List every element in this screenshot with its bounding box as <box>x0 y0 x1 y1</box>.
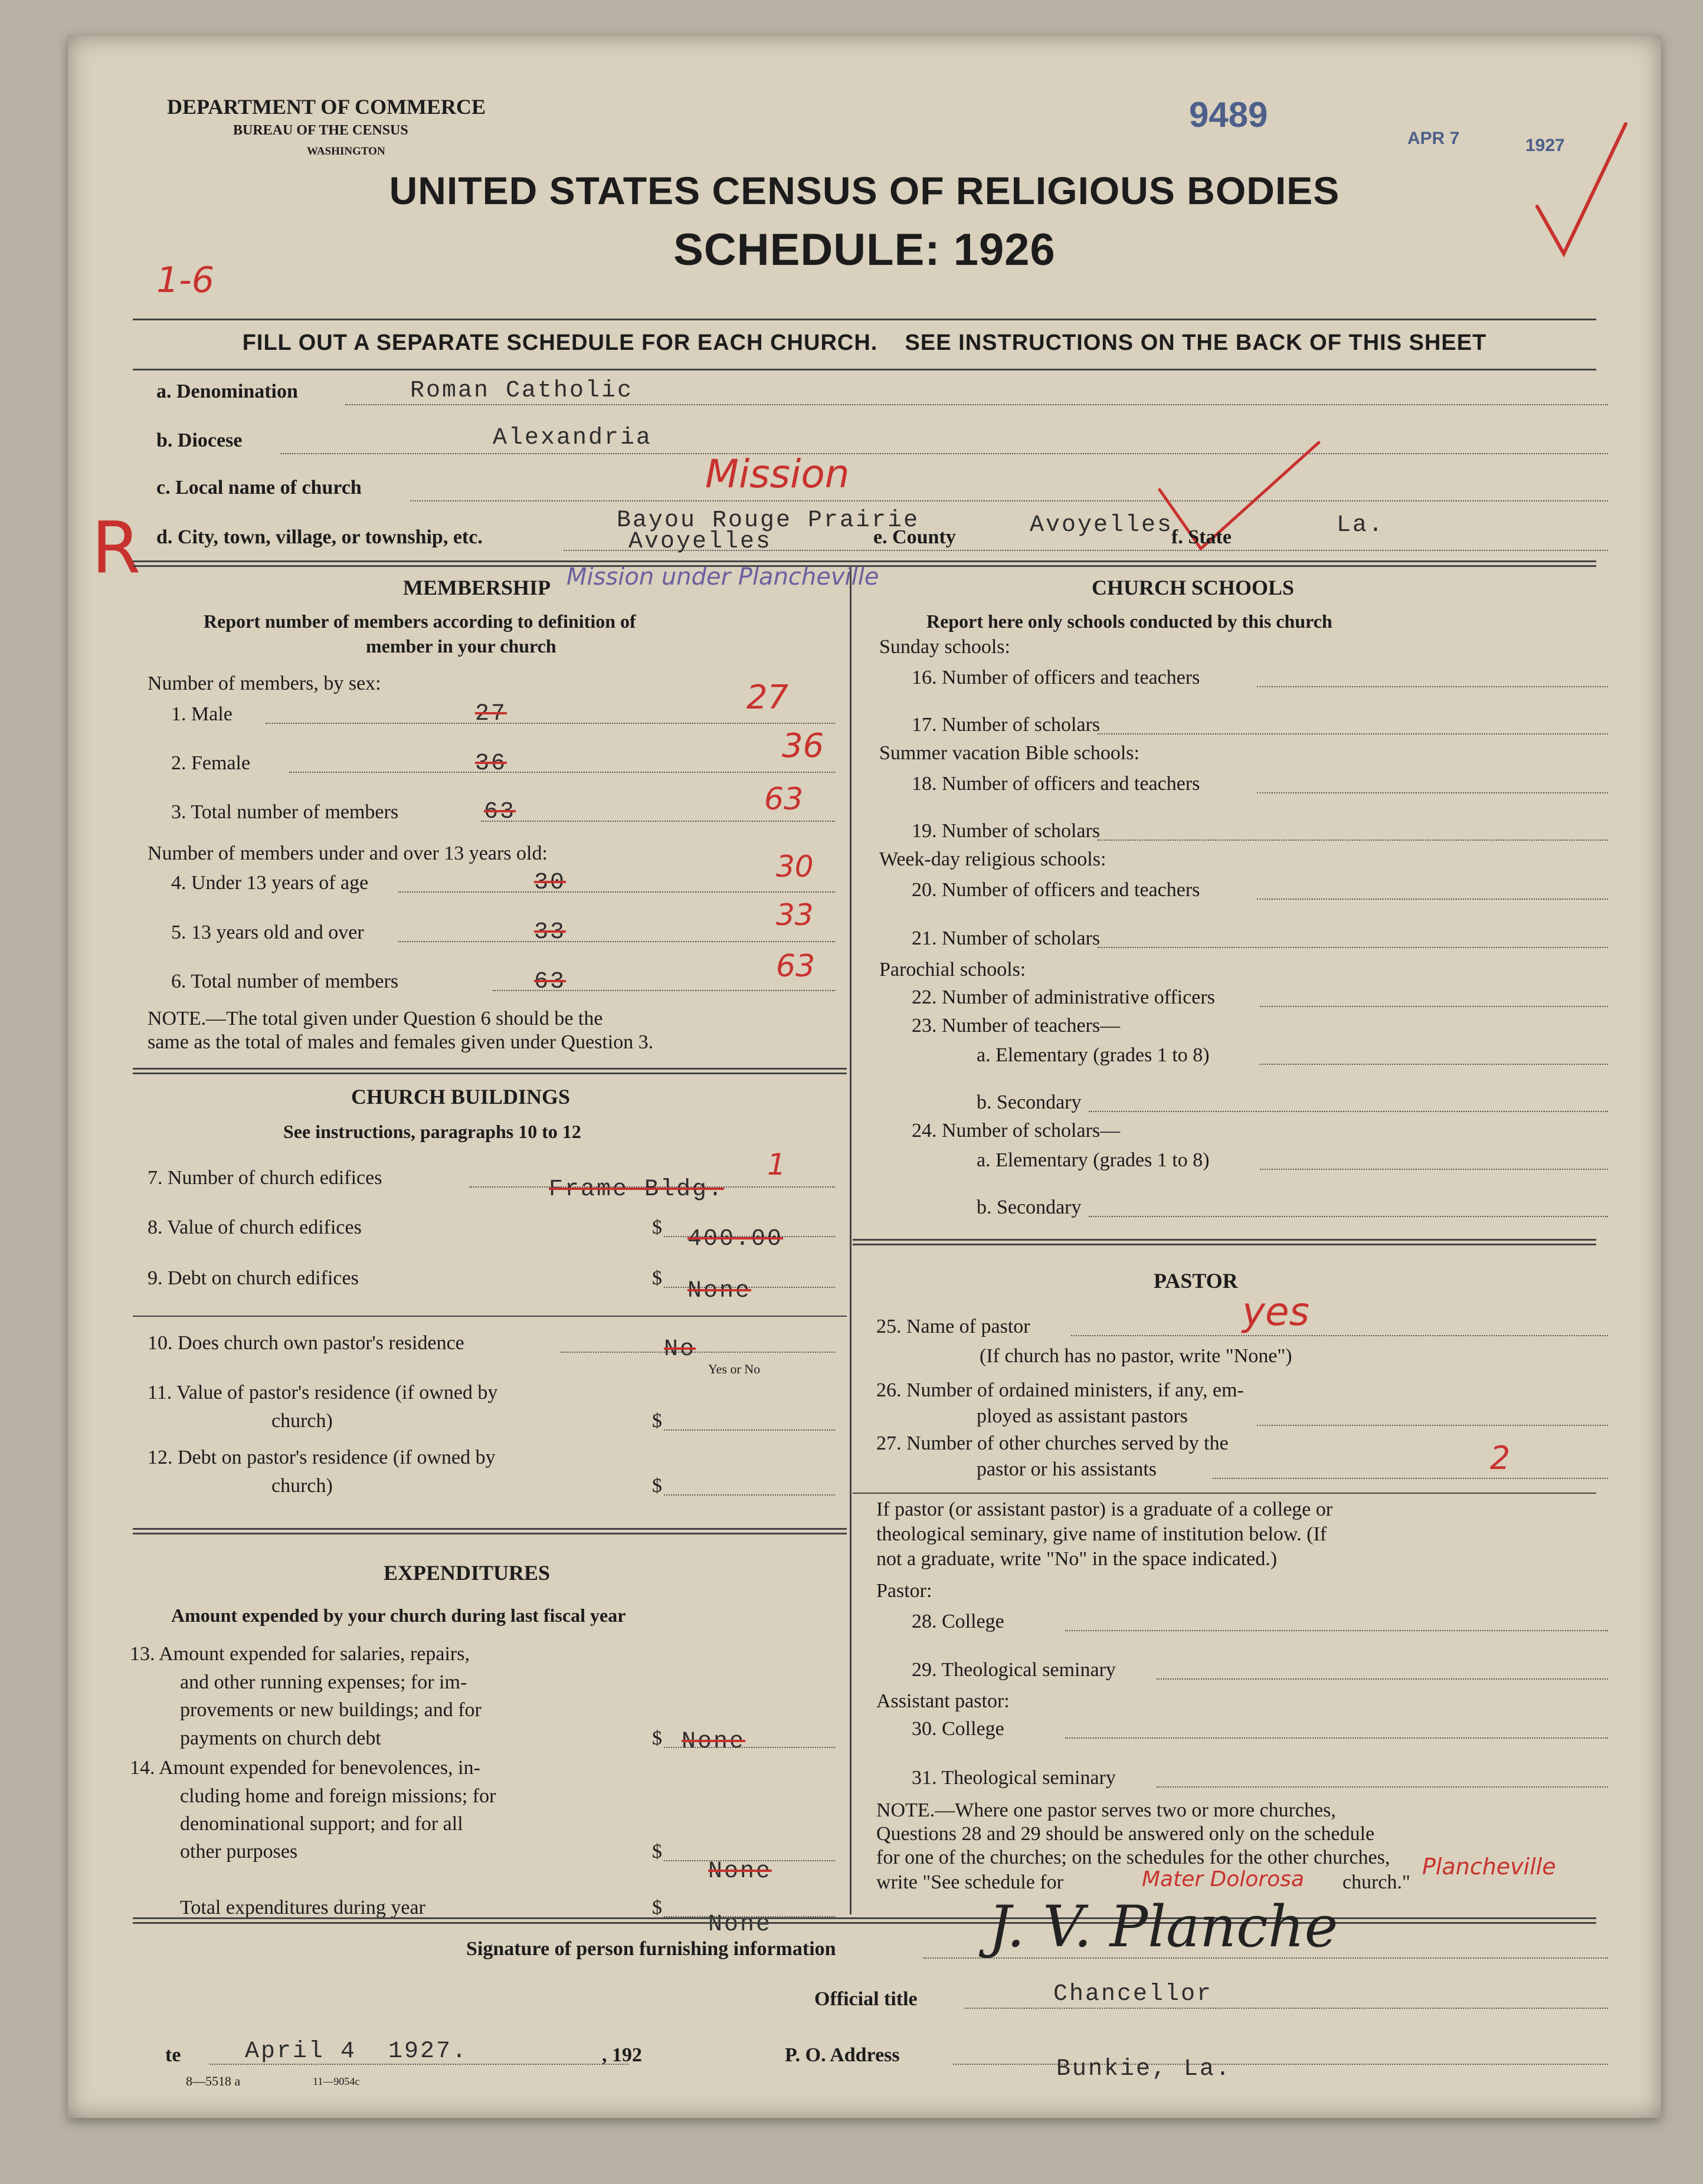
city-label: d. City, town, village, or township, etc. <box>156 526 483 548</box>
bureau-city: WASHINGTON <box>307 145 385 158</box>
assistant-pastor-subheading: Assistant pastor: <box>876 1690 1010 1712</box>
census-schedule-sheet <box>68 35 1661 2118</box>
signature-value[interactable]: J. V. Planche <box>988 1894 1338 1960</box>
q11-label-cont: church) <box>271 1410 333 1432</box>
po-address-label: P. O. Address <box>785 2044 900 2066</box>
pastor-heading: PASTOR <box>1154 1269 1238 1293</box>
fill-line <box>953 2064 1608 2065</box>
q5-typed-value[interactable]: 33 <box>534 919 566 946</box>
fill-line <box>1065 1737 1608 1739</box>
q6-handwritten-value[interactable]: 63 <box>776 949 816 984</box>
membership-heading: MEMBERSHIP <box>403 576 551 599</box>
dollar-sign: $ <box>652 1727 662 1749</box>
q30-label: 30. College <box>912 1718 1004 1740</box>
weekday-subheading: Week-day religious schools: <box>879 848 1106 870</box>
q13-label: 13. Amount expended for salaries, repairs, <box>130 1643 470 1665</box>
parochial-subheading: Parochial schools: <box>879 959 1026 980</box>
q5-label: 5. 13 years old and over <box>171 922 364 943</box>
city-value-secondary[interactable]: Avoyelles <box>628 529 772 555</box>
stamp-date: APR 7 <box>1407 129 1460 148</box>
date-value[interactable]: April 4 1927. <box>245 2038 469 2065</box>
fill-line <box>266 723 835 724</box>
q3-typed-value[interactable]: 63 <box>484 799 516 825</box>
q2-handwritten-value[interactable]: 36 <box>782 727 824 765</box>
po-address-value[interactable]: Bunkie, La. <box>1056 2056 1232 2083</box>
age-subheading: Number of members under and over 13 years old: <box>148 842 548 864</box>
date-label: te <box>165 2044 181 2066</box>
q27-label-cont: pastor or his assistants <box>977 1458 1157 1480</box>
q4-label: 4. Under 13 years of age <box>171 872 369 894</box>
divider <box>133 1917 1596 1919</box>
q13-label-cont: payments on church debt <box>180 1727 381 1749</box>
diocese-label: b. Diocese <box>156 429 243 451</box>
dollar-sign: $ <box>652 1216 662 1238</box>
divider <box>133 369 1596 370</box>
q16-label: 16. Number of officers and teachers <box>912 667 1200 688</box>
q9-typed-value[interactable]: None <box>687 1278 752 1304</box>
q7-label: 7. Number of church edifices <box>148 1167 382 1189</box>
divider <box>133 319 1596 320</box>
q14-label-cont: cluding home and foreign missions; for <box>180 1785 496 1807</box>
q13-label-cont: and other running expenses; for im- <box>180 1671 467 1693</box>
q4-handwritten-value[interactable]: 30 <box>776 850 814 884</box>
divider <box>133 560 1596 562</box>
q7-handwritten-value[interactable]: 1 <box>767 1147 786 1182</box>
city-value[interactable]: Bayou Rouge Prairie <box>617 507 920 534</box>
dollar-sign: $ <box>652 1410 662 1432</box>
fill-line <box>1260 1006 1608 1007</box>
fill-line <box>1213 1478 1608 1479</box>
fill-line <box>965 2008 1608 2009</box>
q4-typed-value[interactable]: 30 <box>534 870 566 896</box>
bureau-name: BUREAU OF THE CENSUS <box>233 123 408 138</box>
pastor-note: church." <box>1342 1871 1410 1893</box>
divider <box>133 1316 847 1317</box>
county-label: e. County <box>873 526 956 548</box>
divider <box>853 1244 1596 1245</box>
q20-label: 20. Number of officers and teachers <box>912 879 1200 901</box>
q1-label: 1. Male <box>171 703 232 725</box>
county-value[interactable]: Avoyelles <box>1030 512 1174 539</box>
membership-note: NOTE.—The total given under Question 6 should be the <box>148 1008 603 1029</box>
divider <box>853 1493 1596 1494</box>
fill-line <box>481 821 835 822</box>
column-divider <box>850 566 852 1914</box>
q18-label: 18. Number of officers and teachers <box>912 773 1200 795</box>
church-name-value[interactable]: Mission <box>705 451 850 497</box>
fill-line <box>561 1352 835 1353</box>
pastor-note: Questions 28 and 29 should be answered only on the schedule <box>876 1823 1375 1845</box>
q25-hint: (If church has no pastor, write "None") <box>980 1345 1292 1367</box>
membership-note: same as the total of males and females given under Question 3. <box>148 1031 654 1053</box>
q26-label: 26. Number of ordained ministers, if any, em- <box>876 1379 1244 1401</box>
divider <box>133 1533 847 1534</box>
q13-label-cont: provements or new buildings; and for <box>180 1699 482 1721</box>
summer-subheading: Summer vacation Bible schools: <box>879 742 1139 764</box>
dollar-sign: $ <box>652 1841 662 1862</box>
fill-line <box>1098 840 1608 841</box>
q6-label: 6. Total number of members <box>171 970 399 992</box>
q17-label: 17. Number of scholars <box>912 714 1101 736</box>
membership-intro: Report number of members according to definition of <box>204 611 636 632</box>
graduate-instruction: theological seminary, give name of institution below. (If <box>876 1523 1327 1545</box>
sex-subheading: Number of members, by sex: <box>148 673 381 694</box>
dollar-sign: $ <box>652 1267 662 1289</box>
graduate-instruction: not a graduate, write "No" in the space indicated.) <box>876 1548 1278 1570</box>
divider <box>133 1528 847 1530</box>
q28-label: 28. College <box>912 1611 1004 1632</box>
q12-label: 12. Debt on pastor's residence (if owned by <box>148 1447 496 1468</box>
q23b-label: b. Secondary <box>977 1091 1082 1113</box>
fill-line <box>398 891 835 893</box>
schedule-year: SCHEDULE: 1926 <box>673 225 1056 275</box>
fill-line <box>398 941 835 942</box>
fill-line <box>280 453 1608 454</box>
q9-label: 9. Debt on church edifices <box>148 1267 359 1289</box>
state-label: f. State <box>1171 526 1232 548</box>
q27-label: 27. Number of other churches served by the <box>876 1432 1229 1454</box>
q24a-label: a. Elementary (grades 1 to 8) <box>977 1149 1210 1171</box>
q1-typed-value[interactable]: 27 <box>475 701 507 727</box>
q26-label-cont: ployed as assistant pastors <box>977 1405 1188 1427</box>
state-value[interactable]: La. <box>1337 512 1385 539</box>
pastor-note: write "See schedule for <box>876 1871 1063 1893</box>
q29-label: 29. Theological seminary <box>912 1659 1116 1681</box>
stamp-year: 1927 <box>1525 136 1565 155</box>
q19-label: 19. Number of scholars <box>912 820 1101 842</box>
fill-line <box>345 404 1608 405</box>
church-name-label: c. Local name of church <box>156 477 362 499</box>
see-schedule-handwritten[interactable]: Mater Dolorosa <box>1142 1867 1305 1891</box>
q14-label-cont: other purposes <box>180 1841 298 1862</box>
date-year-suffix: , 192 <box>602 2044 642 2066</box>
q12-label-cont: church) <box>271 1475 333 1497</box>
expenditures-heading: EXPENDITURES <box>384 1561 551 1585</box>
q1-handwritten-value[interactable]: 27 <box>746 678 789 717</box>
q13-typed-value[interactable]: None <box>682 1729 746 1755</box>
fill-line <box>1089 1216 1608 1217</box>
q6-typed-value[interactable]: 63 <box>534 969 566 995</box>
fill-line <box>1257 792 1608 793</box>
q27-handwritten-value[interactable]: 2 <box>1490 1439 1511 1477</box>
fill-line <box>1157 1678 1608 1680</box>
fill-line <box>1260 1169 1608 1170</box>
margin-mark: R <box>91 507 141 589</box>
q22-label: 22. Number of administrative officers <box>912 986 1215 1008</box>
fill-line <box>1098 733 1608 734</box>
q31-label: 31. Theological seminary <box>912 1767 1116 1789</box>
fill-line <box>1071 1335 1608 1336</box>
q8-typed-value[interactable]: 400.00 <box>687 1226 784 1252</box>
diocese-value[interactable]: Alexandria <box>493 425 653 451</box>
form-number: 8—5518 a <box>186 2074 241 2088</box>
denomination-value[interactable]: Roman Catholic <box>410 378 634 404</box>
q3-handwritten-value[interactable]: 63 <box>764 782 804 817</box>
divider <box>853 1239 1596 1241</box>
department-name: DEPARTMENT OF COMMERCE <box>167 95 486 119</box>
fill-line <box>1257 898 1608 900</box>
signature-label: Signature of person furnishing information <box>466 1938 836 1960</box>
pastor-note: for one of the churches; on the schedules for the other churches, <box>876 1847 1390 1868</box>
q25-handwritten-value[interactable]: yes <box>1242 1289 1310 1334</box>
q14-typed-value[interactable]: None <box>708 1858 772 1885</box>
q24-label: 24. Number of scholars— <box>912 1120 1121 1142</box>
sunday-subheading: Sunday schools: <box>879 636 1010 658</box>
schools-heading: CHURCH SCHOOLS <box>1092 576 1295 599</box>
q7-typed-value[interactable]: Frame Bldg. <box>549 1176 725 1203</box>
total-expenditures-value[interactable]: None <box>708 1911 772 1938</box>
schedule-instruction: FILL OUT A SEPARATE SCHEDULE FOR EACH CHURCH. SEE INSTRUCTIONS ON THE BACK OF THIS SHEET <box>242 330 1487 355</box>
schools-intro: Report here only schools conducted by this church <box>926 611 1332 632</box>
margin-note: 1-6 <box>156 260 214 301</box>
q3-label: 3. Total number of members <box>171 801 399 823</box>
q2-typed-value[interactable]: 36 <box>475 750 507 777</box>
q25-label: 25. Name of pastor <box>876 1316 1030 1337</box>
denomination-label: a. Denomination <box>156 381 298 402</box>
form-title: UNITED STATES CENSUS OF RELIGIOUS BODIES <box>389 169 1340 212</box>
buildings-heading: CHURCH BUILDINGS <box>351 1085 571 1109</box>
expenditures-subheading: Amount expended by your church during last fiscal year <box>171 1605 626 1626</box>
q5-handwritten-value[interactable]: 33 <box>776 898 814 932</box>
fill-line <box>1260 1064 1608 1065</box>
fill-line <box>410 500 1608 501</box>
fill-line <box>664 1429 835 1431</box>
fill-line <box>1065 1630 1608 1631</box>
stamp-number: 9489 <box>1189 95 1268 135</box>
q10-label: 10. Does church own pastor's residence <box>148 1332 464 1354</box>
official-title-label: Official title <box>814 1988 918 2010</box>
fill-line <box>1089 1111 1608 1112</box>
official-title-value[interactable]: Chancellor <box>1053 1981 1213 2008</box>
divider <box>133 1073 847 1074</box>
divider <box>133 1922 1596 1924</box>
print-number: 11—9054c <box>313 2075 360 2087</box>
q11-label: 11. Value of pastor's residence (if owned by <box>148 1382 498 1403</box>
pastor-subheading: Pastor: <box>876 1580 932 1602</box>
q14-label: 14. Amount expended for benevolences, in- <box>130 1757 480 1779</box>
fill-line <box>289 772 835 773</box>
q10-hint: Yes or No <box>708 1362 761 1376</box>
q10-typed-value[interactable]: No <box>664 1336 696 1363</box>
buildings-subheading: See instructions, paragraphs 10 to 12 <box>283 1121 581 1142</box>
mission-note: Mission under Plancheville <box>566 563 879 591</box>
q14-label-cont: denominational support; and for all <box>180 1813 463 1835</box>
dollar-sign: $ <box>652 1897 662 1919</box>
membership-intro: member in your church <box>366 635 556 657</box>
fill-line <box>1098 947 1608 948</box>
q2-label: 2. Female <box>171 752 251 774</box>
q23a-label: a. Elementary (grades 1 to 8) <box>977 1044 1210 1066</box>
fill-line <box>1257 686 1608 687</box>
fill-line <box>1157 1786 1608 1788</box>
q23-label: 23. Number of teachers— <box>912 1015 1121 1037</box>
total-expenditures-label: Total expenditures during year <box>180 1897 425 1919</box>
q21-label: 21. Number of scholars <box>912 927 1101 949</box>
fill-line <box>664 1494 835 1496</box>
dollar-sign: $ <box>652 1475 662 1497</box>
q24b-label: b. Secondary <box>977 1196 1082 1218</box>
see-schedule-handwritten-place[interactable]: Plancheville <box>1422 1854 1556 1880</box>
fill-line <box>1257 1425 1608 1426</box>
divider <box>133 1068 847 1070</box>
q8-label: 8. Value of church edifices <box>148 1216 362 1238</box>
graduate-instruction: If pastor (or assistant pastor) is a graduate of a college or <box>876 1498 1333 1520</box>
pastor-note: NOTE.—Where one pastor serves two or more churches, <box>876 1799 1336 1821</box>
